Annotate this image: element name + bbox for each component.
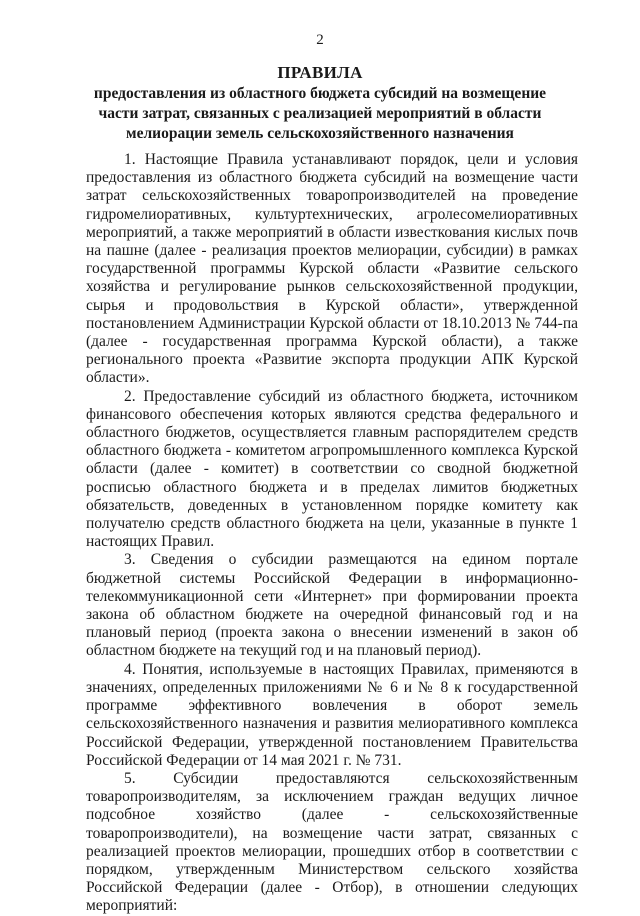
paragraph-4: 4. Понятия, используемые в настоящих Правилах, применяются в значениях, определенных приложениями № 6 и № 8 к государственной программе эффективного вовлечения в оборот земель сельскохозяйственного назначения и развития мелиоративного комплекса Российской Федерации, утвержденной постановлением Правительства Российской Федерации от 14 мая 2021 г. № 731. (86, 660, 578, 769)
document-subtitle: предоставления из областного бюджета субсидий на возмещение части затрат, связанных с реализацией мероприятий в области мелиорации земель сельскохозяйственного назначения (93, 85, 547, 142)
document-title: ПРАВИЛА (277, 63, 363, 82)
page-number: 2 (316, 32, 324, 48)
paragraph-1: 1. Настоящие Правила устанавливают порядок, цели и условия предоставления из областного бюджета субсидий на возмещение части затрат сельскохозяйственных товаропроизводителей на проведение гидромелиоративных, культуртехнических, агролесомелиоративных мероприятий, а также мероприятий в области известкования кислых почв на пашне (далее - реализация проектов мелиорации, субсидии) в рамках государственной программы Курской области «Развитие сельского хозяйства и регулирование рынков сельскохозяйственной продукции, сырья и продовольствия в Курской области», утвержденной постановлением Администрации Курской области от 18.10.2013 № 744-па (далее - государственная программа Курской области), а также регионального проекта «Развитие экспорта продукции АПК Курской области». (86, 151, 578, 387)
paragraph-2: 2. Предоставление субсидий из областного бюджета, источником финансового обеспечения которых являются средства федерального и областного бюджетов, осуществляется главным распорядителем средств областного бюджета - комитетом агропромышленного комплекса Курской области (далее - комитет) в соответствии со сводной бюджетной росписью областного бюджета и в пределах лимитов бюджетных обязательств, доведенных в установленном порядке комитету как получателю средств областного бюджета на цели, указанные в пункте 1 настоящих Правил. (86, 387, 578, 551)
paragraph-5: 5. Субсидии предоставляются сельскохозяйственным товаропроизводителям, за исключением граждан ведущих личное подсобное хозяйство (далее - сельскохозяйственные товаропроизводители), на возмещение части затрат, связанных с реализацией проектов мелиорации, прошедших отбор в соответствии с порядком, утвержденным Министерством сельского хозяйства Российской Федерации (далее - Отбор), в отношении следующих мероприятий: (86, 769, 578, 915)
paragraph-3: 3. Сведения о субсидии размещаются на едином портале бюджетной системы Российской Федерации в информационно-телекоммуникационной сети «Интернет» при формировании проекта закона об областном бюджете на очередной финансовый год и на плановый период (проекта закона о внесении изменений в закон об областном бюджете на текущий год и на плановый период). (86, 551, 578, 660)
document-body (86, 151, 578, 916)
